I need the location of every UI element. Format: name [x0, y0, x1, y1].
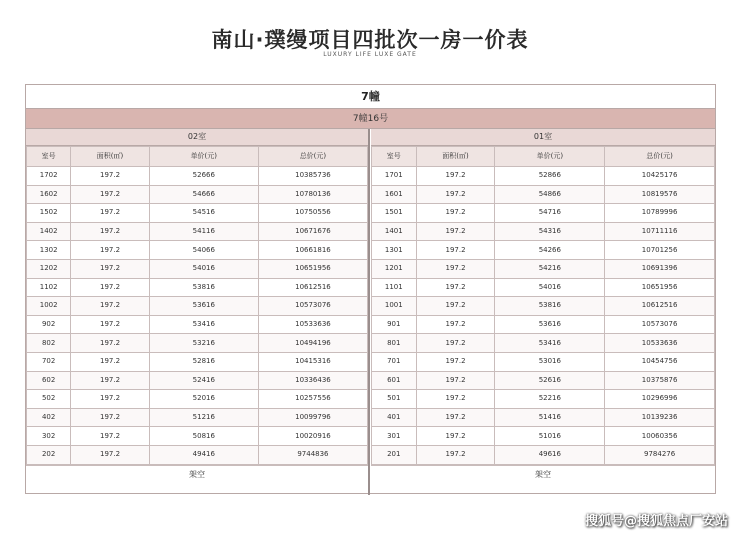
- cell-unit-price: 54266: [495, 241, 605, 260]
- cell-unit-price: 51016: [495, 427, 605, 446]
- table-row: [27, 445, 368, 464]
- cell-room-number: 1402: [27, 222, 71, 241]
- table-row: [372, 334, 715, 353]
- cell-unit-price: 53616: [495, 315, 605, 334]
- table-row: [27, 408, 368, 427]
- table-row: [27, 371, 368, 390]
- table-row: [27, 241, 368, 260]
- cell-unit-price: 54716: [495, 204, 605, 223]
- cell-area: 197.2: [71, 334, 149, 353]
- cell-area: 197.2: [416, 315, 495, 334]
- watermark-text: 搜狐号@搜狐焦点厂安站: [584, 514, 728, 529]
- table-row: [27, 185, 368, 204]
- cell-unit-price: 51416: [495, 408, 605, 427]
- cell-total-price: 10819576: [605, 185, 715, 204]
- cell-area: 197.2: [71, 167, 149, 186]
- table-row: [372, 222, 715, 241]
- header-total-price: 总价(元): [258, 147, 367, 167]
- table-row: [27, 334, 368, 353]
- table-row: [27, 352, 368, 371]
- cell-unit-price: 54216: [495, 259, 605, 278]
- table-row: [27, 390, 368, 409]
- table-row: [27, 259, 368, 278]
- cell-area: 197.2: [71, 222, 149, 241]
- table-row: [372, 352, 715, 371]
- cell-area: 197.2: [71, 315, 149, 334]
- cell-unit-price: 54016: [149, 259, 258, 278]
- cell-room-number: 802: [27, 334, 71, 353]
- cell-area: 197.2: [416, 390, 495, 409]
- cell-total-price: 10020916: [258, 427, 367, 446]
- cell-total-price: 10651956: [258, 259, 367, 278]
- cell-total-price: 10454756: [605, 352, 715, 371]
- cell-total-price: 10612516: [605, 297, 715, 316]
- cell-room-number: 502: [27, 390, 71, 409]
- room-02-vacant: 架空: [26, 465, 368, 484]
- cell-unit-price: 54016: [495, 278, 605, 297]
- cell-unit-price: 50816: [149, 427, 258, 446]
- page-title: 南山·璞缦项目四批次一房一价表: [211, 28, 529, 52]
- cell-total-price: 10573076: [258, 297, 367, 316]
- cell-room-number: 402: [27, 408, 71, 427]
- table-row: [372, 278, 715, 297]
- cell-room-number: 602: [27, 371, 71, 390]
- cell-room-number: 801: [372, 334, 417, 353]
- cell-unit-price: 52016: [149, 390, 258, 409]
- cell-room-number: 1001: [372, 297, 417, 316]
- table-row: [27, 315, 368, 334]
- cell-unit-price: 53416: [495, 334, 605, 353]
- header-total-price: 总价(元): [605, 147, 715, 167]
- table-row: [27, 204, 368, 223]
- table-row: [372, 427, 715, 446]
- cell-total-price: 10780136: [258, 185, 367, 204]
- cell-room-number: 702: [27, 352, 71, 371]
- cell-total-price: 10691396: [605, 259, 715, 278]
- room-01-vacant: 架空: [371, 465, 715, 484]
- room-02-label: 02室: [26, 129, 368, 146]
- unit-label: 7幢16号: [26, 109, 715, 129]
- table-row: [372, 259, 715, 278]
- cell-unit-price: 52666: [149, 167, 258, 186]
- cell-room-number: 701: [372, 352, 417, 371]
- table-header-row: [27, 147, 368, 167]
- cell-total-price: 9784276: [605, 445, 715, 464]
- table-row: [27, 167, 368, 186]
- cell-room-number: 401: [372, 408, 417, 427]
- cell-room-number: 1202: [27, 259, 71, 278]
- cell-unit-price: 54116: [149, 222, 258, 241]
- table-row: [27, 278, 368, 297]
- price-sheet: [25, 84, 716, 494]
- cell-total-price: 10789996: [605, 204, 715, 223]
- cell-total-price: 9744836: [258, 445, 367, 464]
- cell-room-number: 901: [372, 315, 417, 334]
- cell-area: 197.2: [71, 185, 149, 204]
- cell-unit-price: 53816: [149, 278, 258, 297]
- room-01-label: 01室: [371, 129, 715, 146]
- cell-total-price: 10661816: [258, 241, 367, 260]
- table-header-row: [372, 147, 715, 167]
- cell-area: 197.2: [416, 334, 495, 353]
- cell-area: 197.2: [71, 408, 149, 427]
- room-02-section: [26, 129, 370, 495]
- cell-unit-price: 51216: [149, 408, 258, 427]
- table-row: [372, 241, 715, 260]
- cell-room-number: 1401: [372, 222, 417, 241]
- cell-area: 197.2: [416, 204, 495, 223]
- header-area: 面积(㎡): [71, 147, 149, 167]
- cell-total-price: 10651956: [605, 278, 715, 297]
- cell-total-price: 10533636: [258, 315, 367, 334]
- header-room-number: 室号: [372, 147, 417, 167]
- cell-total-price: 10671676: [258, 222, 367, 241]
- cell-unit-price: 52616: [495, 371, 605, 390]
- cell-area: 197.2: [416, 185, 495, 204]
- cell-unit-price: 53616: [149, 297, 258, 316]
- cell-unit-price: 49616: [495, 445, 605, 464]
- table-row: [27, 222, 368, 241]
- cell-unit-price: 52816: [149, 352, 258, 371]
- table-row: [372, 390, 715, 409]
- cell-room-number: 302: [27, 427, 71, 446]
- cell-room-number: 601: [372, 371, 417, 390]
- cell-unit-price: 54666: [149, 185, 258, 204]
- cell-area: 197.2: [71, 278, 149, 297]
- table-row: [372, 445, 715, 464]
- cell-unit-price: 54316: [495, 222, 605, 241]
- cell-area: 197.2: [71, 371, 149, 390]
- cell-total-price: 10099796: [258, 408, 367, 427]
- cell-unit-price: 53216: [149, 334, 258, 353]
- cell-area: 197.2: [416, 352, 495, 371]
- cell-area: 197.2: [416, 167, 495, 186]
- cell-total-price: 10750556: [258, 204, 367, 223]
- cell-area: 197.2: [71, 445, 149, 464]
- table-row: [372, 167, 715, 186]
- cell-room-number: 1302: [27, 241, 71, 260]
- cell-unit-price: 53816: [495, 297, 605, 316]
- cell-room-number: 1301: [372, 241, 417, 260]
- cell-room-number: 1502: [27, 204, 71, 223]
- cell-total-price: 10385736: [258, 167, 367, 186]
- cell-total-price: 10612516: [258, 278, 367, 297]
- cell-total-price: 10494196: [258, 334, 367, 353]
- cell-area: 197.2: [71, 352, 149, 371]
- cell-total-price: 10375876: [605, 371, 715, 390]
- cell-room-number: 501: [372, 390, 417, 409]
- cell-area: 197.2: [71, 390, 149, 409]
- page-subtitle: LUXURY LIFE LUXE GATE: [323, 51, 417, 58]
- cell-room-number: 1701: [372, 167, 417, 186]
- cell-total-price: 10296996: [605, 390, 715, 409]
- header-unit-price: 单价(元): [495, 147, 605, 167]
- cell-area: 197.2: [71, 204, 149, 223]
- table-row: [372, 315, 715, 334]
- cell-unit-price: 53416: [149, 315, 258, 334]
- cell-room-number: 1002: [27, 297, 71, 316]
- cell-area: 197.2: [416, 222, 495, 241]
- cell-total-price: 10573076: [605, 315, 715, 334]
- cell-area: 197.2: [416, 241, 495, 260]
- cell-unit-price: 54066: [149, 241, 258, 260]
- table-row: [27, 297, 368, 316]
- cell-area: 197.2: [416, 408, 495, 427]
- cell-area: 197.2: [71, 241, 149, 260]
- cell-area: 197.2: [71, 427, 149, 446]
- cell-total-price: 10425176: [605, 167, 715, 186]
- cell-area: 197.2: [416, 297, 495, 316]
- table-row: [372, 297, 715, 316]
- room-01-section: [371, 129, 715, 495]
- building-label: 7幢: [26, 85, 715, 109]
- cell-total-price: 10336436: [258, 371, 367, 390]
- cell-room-number: 201: [372, 445, 417, 464]
- table-row: [372, 185, 715, 204]
- cell-room-number: 1102: [27, 278, 71, 297]
- cell-room-number: 1101: [372, 278, 417, 297]
- cell-room-number: 902: [27, 315, 71, 334]
- room-01-table: [371, 146, 715, 465]
- cell-unit-price: 54866: [495, 185, 605, 204]
- cell-room-number: 1501: [372, 204, 417, 223]
- table-row: [372, 408, 715, 427]
- cell-unit-price: 49416: [149, 445, 258, 464]
- cell-unit-price: 54516: [149, 204, 258, 223]
- cell-room-number: 1602: [27, 185, 71, 204]
- cell-unit-price: 53016: [495, 352, 605, 371]
- cell-unit-price: 52216: [495, 390, 605, 409]
- table-row: [27, 427, 368, 446]
- cell-total-price: 10533636: [605, 334, 715, 353]
- cell-unit-price: 52866: [495, 167, 605, 186]
- cell-area: 197.2: [416, 278, 495, 297]
- room-02-table: [26, 146, 368, 465]
- cell-area: 197.2: [416, 427, 495, 446]
- header-unit-price: 单价(元): [149, 147, 258, 167]
- cell-total-price: 10257556: [258, 390, 367, 409]
- cell-total-price: 10415316: [258, 352, 367, 371]
- cell-total-price: 10139236: [605, 408, 715, 427]
- cell-total-price: 10060356: [605, 427, 715, 446]
- cell-room-number: 202: [27, 445, 71, 464]
- cell-total-price: 10711116: [605, 222, 715, 241]
- cell-area: 197.2: [416, 259, 495, 278]
- cell-area: 197.2: [71, 297, 149, 316]
- table-row: [372, 371, 715, 390]
- cell-area: 197.2: [71, 259, 149, 278]
- cell-room-number: 1201: [372, 259, 417, 278]
- cell-total-price: 10701256: [605, 241, 715, 260]
- cell-area: 197.2: [416, 371, 495, 390]
- cell-room-number: 301: [372, 427, 417, 446]
- header-area: 面积(㎡): [416, 147, 495, 167]
- header-room-number: 室号: [27, 147, 71, 167]
- cell-room-number: 1601: [372, 185, 417, 204]
- cell-unit-price: 52416: [149, 371, 258, 390]
- cell-room-number: 1702: [27, 167, 71, 186]
- table-row: [372, 204, 715, 223]
- cell-area: 197.2: [416, 445, 495, 464]
